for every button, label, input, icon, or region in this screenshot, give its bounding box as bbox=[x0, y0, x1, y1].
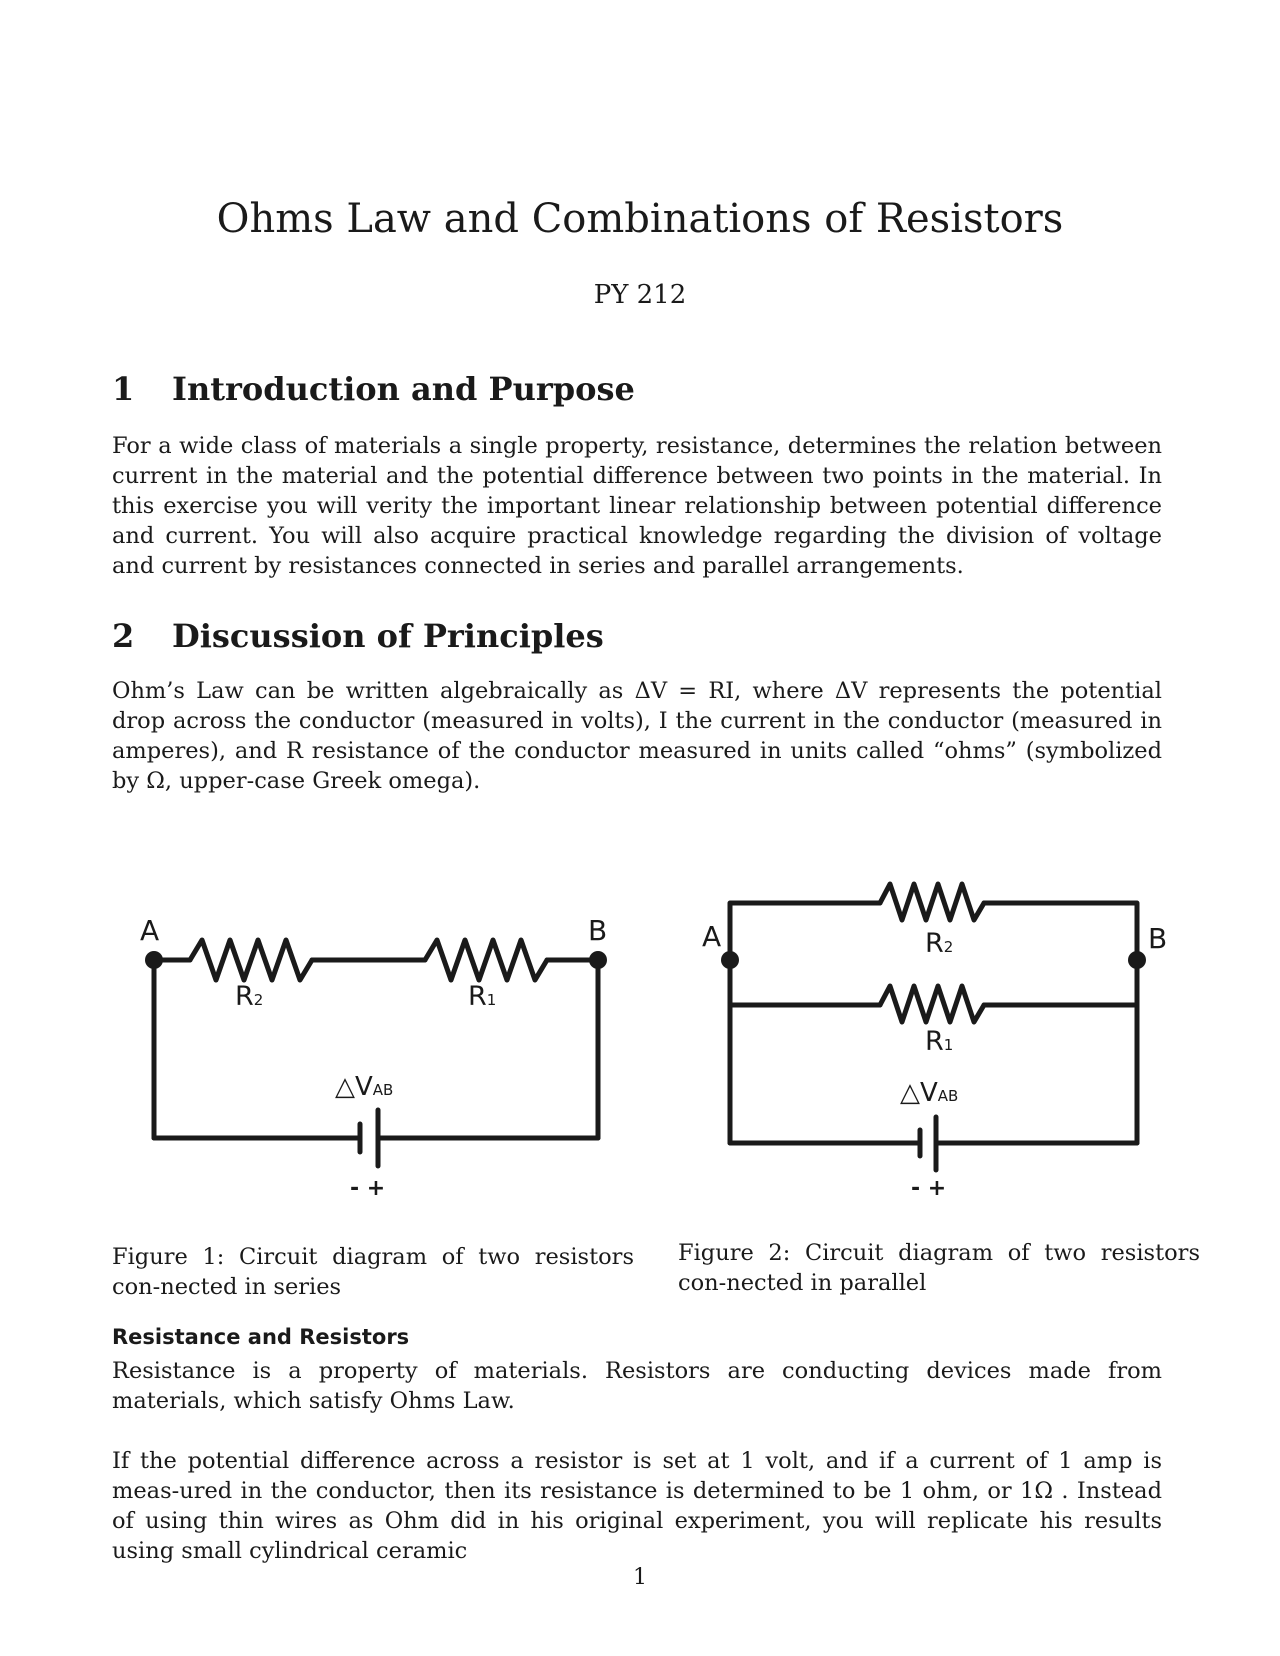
resistor-r2-subscript: 2 bbox=[943, 938, 954, 956]
resistor-r2-label bbox=[925, 928, 953, 959]
voltage-symbol: △V bbox=[335, 1072, 373, 1102]
node-a-label: A bbox=[702, 920, 722, 953]
section-title: Discussion of Principles bbox=[172, 617, 604, 655]
voltage-symbol: △V bbox=[900, 1078, 938, 1108]
resistor-r1-letter: R bbox=[925, 1026, 944, 1057]
voltage-subscript: AB bbox=[372, 1081, 394, 1099]
node-a-label: A bbox=[140, 914, 160, 947]
section-title: Introduction and Purpose bbox=[172, 370, 635, 408]
voltage-subscript: AB bbox=[937, 1087, 959, 1105]
parallel-wire-middle-right bbox=[984, 960, 1137, 1005]
subsection-paragraph-1: Resistance is a property of materials. Resistors are conducting devices made from materials, which satisfy Ohms Law. bbox=[112, 1358, 1162, 1414]
node-a-dot bbox=[721, 951, 739, 969]
parallel-wire-top-left bbox=[730, 903, 880, 960]
section-2-paragraph: Ohm’s Law can be written algebraically as ΔV = RI, where ΔV represents the potential drop across the conductor (measured in volts), I the current in the conductor (measured in amperes), and R resistance of the conductor measured in units called “ohms” (symbolized by Ω, upper-case Greek omega). bbox=[112, 678, 1162, 794]
resistor-r1-subscript: 1 bbox=[943, 1036, 954, 1054]
resistor-r1-zigzag bbox=[880, 986, 984, 1022]
parallel-wire-top-right bbox=[984, 903, 1137, 960]
figure-1-caption: Figure 1: Circuit diagram of two resistors con-nected in series bbox=[112, 1244, 634, 1300]
battery-polarity: - + bbox=[350, 1176, 386, 1201]
resistor-r2-letter: R bbox=[925, 928, 944, 959]
section-1-paragraph: For a wide class of materials a single property, resistance, determines the relation between current in the material and the potential difference between two points in the material. In this exercise you will verity the important linear relationship between potential difference and current. You will also acquire practical knowledge regarding the division of voltage and current by resistances connected in series and parallel arrangements. bbox=[112, 433, 1162, 579]
resistor-r1-letter: R bbox=[468, 981, 487, 1012]
node-b-dot bbox=[1128, 951, 1146, 969]
resistor-r1-subscript: 1 bbox=[486, 991, 497, 1009]
parallel-wire-middle-left bbox=[730, 960, 880, 1005]
resistor-r2-subscript: 2 bbox=[253, 991, 264, 1009]
document-title: Ohms Law and Combinations of Resistors bbox=[216, 196, 1064, 242]
resistor-r2-letter: R bbox=[235, 981, 254, 1012]
resistor-r1-label bbox=[925, 1026, 953, 1057]
resistor-r2-zigzag bbox=[880, 884, 984, 920]
node-b-label: B bbox=[1148, 922, 1168, 955]
node-b-label: B bbox=[588, 914, 608, 947]
course-code: PY 212 bbox=[593, 280, 687, 310]
subsection-paragraph-2: If the potential difference across a resistor is set at 1 volt, and if a current of 1 amp is meas-ured in the conductor, then its resistance is determined to be 1 ohm, or 1Ω . Instead of using thin wires as Ohm did in his original experiment, you will replicate his results using small cylindrical ceramic bbox=[112, 1448, 1162, 1564]
voltage-label bbox=[900, 1078, 958, 1108]
section-number: 1 bbox=[112, 370, 135, 408]
battery-polarity: - + bbox=[911, 1176, 947, 1201]
page-number: 1 bbox=[633, 1565, 647, 1590]
figure-2-caption: Figure 2: Circuit diagram of two resistors con-nected in parallel bbox=[678, 1240, 1200, 1296]
subsection-heading: Resistance and Resistors bbox=[112, 1325, 410, 1349]
section-number: 2 bbox=[112, 617, 135, 655]
